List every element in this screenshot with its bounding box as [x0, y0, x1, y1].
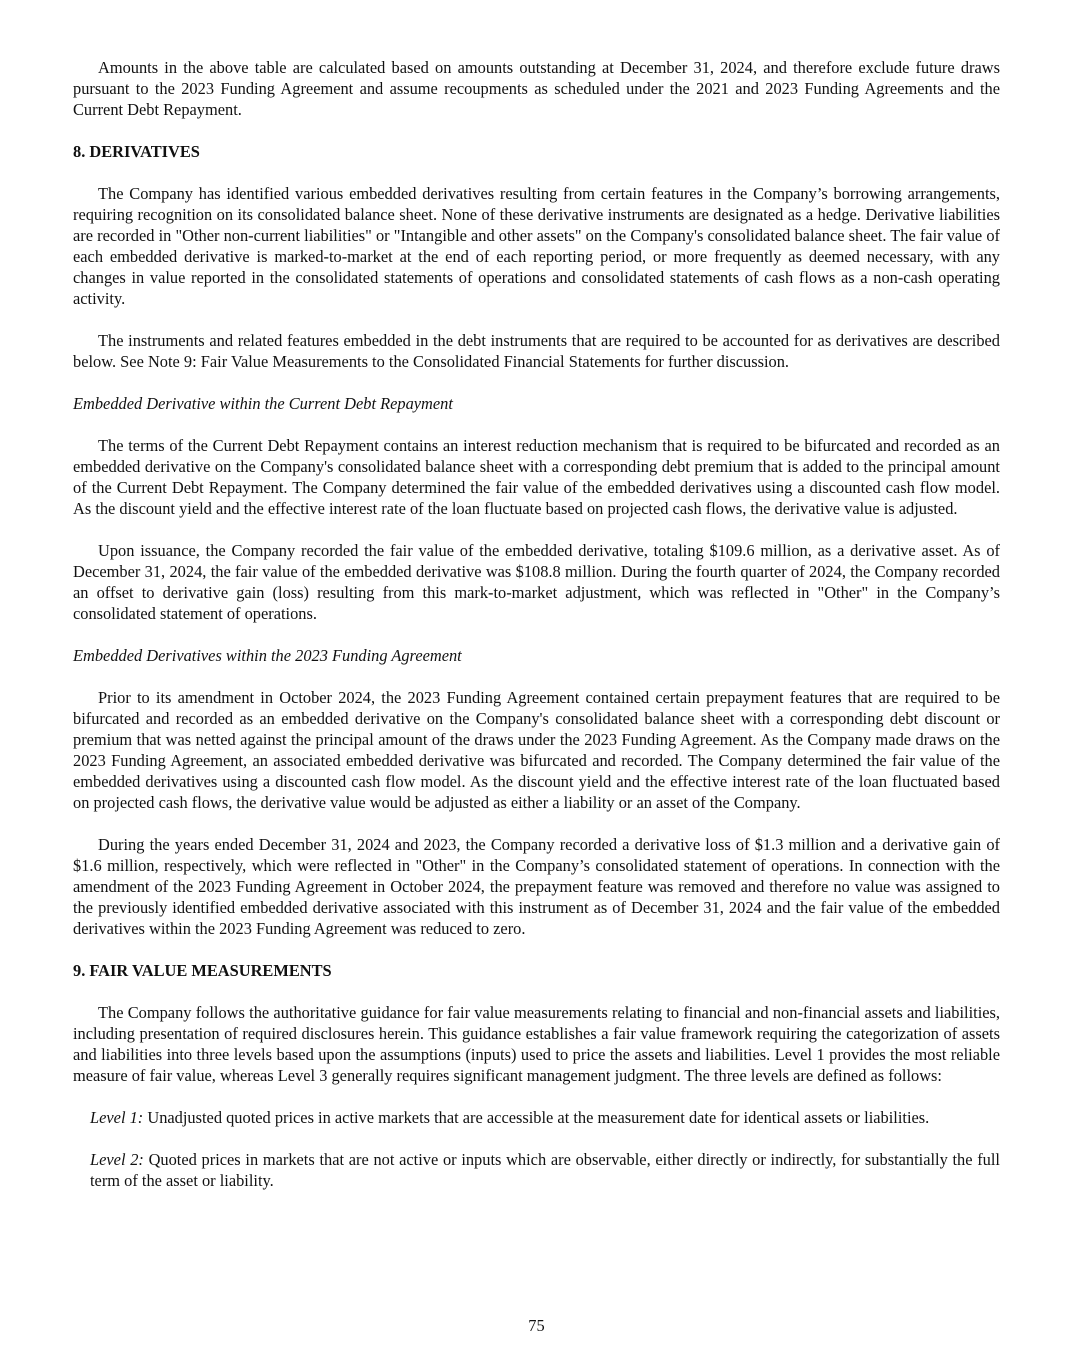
level-2-label: Level 2: [90, 1150, 144, 1169]
level-1-definition [90, 1107, 1000, 1128]
section-8-paragraph-2: The instruments and related features embedded in the debt instruments that are required to be accounted for as derivatives are described below. See Note 9: Fair Value Measurements to the Consolidated Financial Statements for further discussion. [73, 331, 1000, 371]
section-8-heading: 8. DERIVATIVES [73, 142, 200, 161]
section-9-heading: 9. FAIR VALUE MEASUREMENTS [73, 961, 332, 980]
subsection-current-debt-repayment-paragraph-2: Upon issuance, the Company recorded the fair value of the embedded derivative, totaling $109.6 million, as a derivative asset. As of December 31, 2024, the fair value of the embedded derivative was $108.8 million. During the fourth quarter of 2024, the Company recorded an offset to derivative gain (loss) resulting from this mark-to-market adjustment, which was reflected in "Other" in the Company’s consolidated statement of operations. [73, 541, 1000, 623]
subsection-2023-funding-agreement-paragraph-1: Prior to its amendment in October 2024, the 2023 Funding Agreement contained certain prepayment features that are required to be bifurcated and recorded as an embedded derivative on the Company's consolidated balance sheet with a corresponding debt discount or premium that was netted against the principal amount of the draws under the 2023 Funding Agreement. As the Company made draws on the 2023 Funding Agreement, an associated embedded derivative was bifurcated and recorded. The Company determined the fair value of the embedded derivatives using a discounted cash flow model. As the discount yield and the effective interest rate of the loan fluctuated based on projected cash flows, the derivative value would be adjusted as either a liability or an asset of the Company. [73, 688, 1000, 812]
document-page [73, 57, 1000, 1212]
level-1-text: Unadjusted quoted prices in active markets that are accessible at the measurement date for identical assets or liabilities. [147, 1108, 930, 1127]
page-number: 75 [528, 1316, 545, 1335]
level-2-text: Quoted prices in markets that are not active or inputs which are observable, either directly or indirectly, for substantially the full term of the asset or liability. [90, 1150, 1000, 1190]
subsection-2023-funding-agreement-paragraph-2: During the years ended December 31, 2024 and 2023, the Company recorded a derivative loss of $1.3 million and a derivative gain of $1.6 million, respectively, which were reflected in "Other" in the Company’s consolidated statement of operations. In connection with the amendment of the 2023 Funding Agreement in October 2024, the prepayment feature was removed and therefore no value was assigned to the previously identified embedded derivative associated with this instrument as of December 31, 2024 and the fair value of the embedded derivatives within the 2023 Funding Agreement was reduced to zero. [73, 835, 1000, 938]
section-9-paragraph-1: The Company follows the authoritative guidance for fair value measurements relating to financial and non-financial assets and liabilities, including presentation of required disclosures herein. This guidance establishes a fair value framework requiring the categorization of assets and liabilities into three levels based upon the assumptions (inputs) used to price the assets and liabilities. Level 1 provides the most reliable measure of fair value, whereas Level 3 generally requires significant management judgment. The three levels are defined as follows: [73, 1003, 1000, 1085]
intro-paragraph: Amounts in the above table are calculated based on amounts outstanding at December 31, 2024, and therefore exclude future draws pursuant to the 2023 Funding Agreement and assume recoupments as scheduled under the 2021 and 2023 Funding Agreements and the Current Debt Repayment. [73, 58, 1000, 119]
level-1-label: Level 1: [90, 1108, 144, 1127]
section-8-paragraph-1: The Company has identified various embedded derivatives resulting from certain features in the Company’s borrowing arrangements, requiring recognition on its consolidated balance sheet. None of these derivative instruments are designated as a hedge. Derivative liabilities are recorded in "Other non-current liabilities" or "Intangible and other assets" on the Company's consolidated balance sheet. The fair value of each embedded derivative is marked-to-market at the end of each reporting period, or more frequently as deemed necessary, with any changes in value reported in the consolidated statements of operations and consolidated statements of cash flows as a non-cash operating activity. [73, 184, 1000, 308]
subsection-current-debt-repayment-paragraph-1: The terms of the Current Debt Repayment contains an interest reduction mechanism that is required to be bifurcated and recorded as an embedded derivative on the Company's consolidated balance sheet with a corresponding debt premium that is added to the principal amount of the Current Debt Repayment. The Company determined the fair value of the embedded derivatives using a discounted cash flow model. As the discount yield and the effective interest rate of the loan fluctuate based on projected cash flows, the derivative value is adjusted. [73, 436, 1000, 518]
subsection-2023-funding-agreement-heading: Embedded Derivatives within the 2023 Funding Agreement [73, 646, 462, 665]
subsection-current-debt-repayment-heading: Embedded Derivative within the Current Debt Repayment [73, 394, 453, 413]
level-2-definition [90, 1149, 1000, 1191]
